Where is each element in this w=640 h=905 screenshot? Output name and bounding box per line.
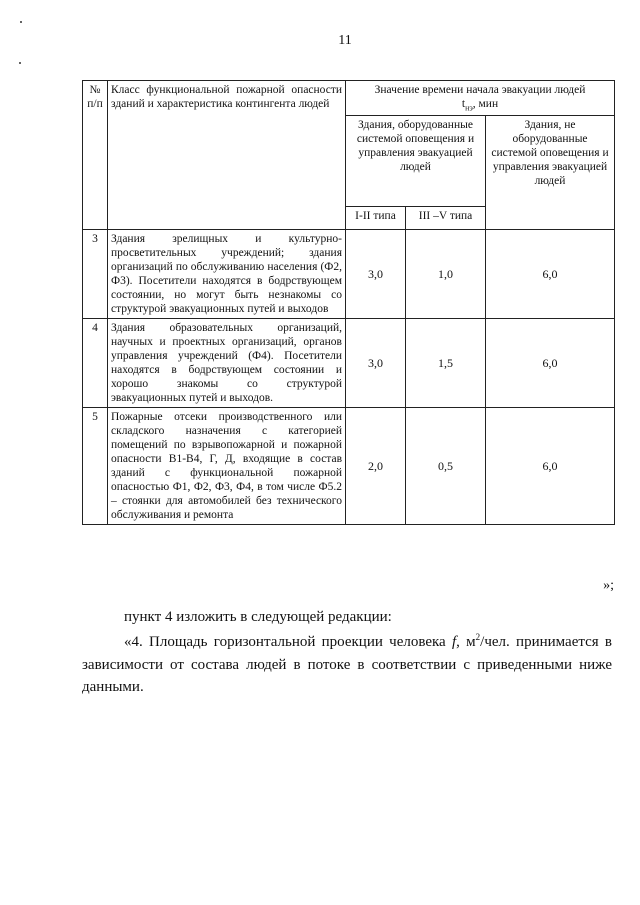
header-time-symbol: t [461,98,466,111]
row-time-no-system: 6,0 [486,319,615,408]
row-time-type-1-2: 3,0 [346,319,406,408]
header-time [346,81,615,116]
row-class-text: Пожарные отсеки производственного или складского назначения с категорией помещений по взрывопожарной и пожарной опасности В1-В4, Г, Д, входящие в состав зданий с функциональной пожарной опасностью Ф1, Ф2, Ф3, Ф4, в том числе Ф5.2 – стоянки для автомобилей без технического обслуживания и ремонта [108,408,346,525]
header-num: № п/п [83,81,108,230]
para-unit-power: 2 [475,632,481,642]
table-row [83,319,615,408]
row-class-text: Здания образовательных организаций, научных и проектных организаций, органов управления учреждений (Ф4). Посетители находятся в бодрствующем состоянии и хорошо знакомы со структурой эвакуационных путей и выходов. [108,319,346,408]
scan-dot [20,21,22,23]
header-without-system: Здания, не оборудованные системой оповещения и управления эвакуацией людей [486,116,615,230]
new-item-paragraph [82,631,612,699]
para-variable: f [451,634,457,650]
row-time-type-3-5: 1,5 [406,319,486,408]
scan-dot [19,62,21,64]
header-time-unit: , мин [472,98,499,111]
row-time-type-1-2: 3,0 [346,230,406,319]
row-time-type-3-5: 1,0 [406,230,486,319]
header-class: Класс функциональной пожарной опасности зданий и характеристика контингента людей [108,81,346,230]
row-class-text: Здания зрелищных и культурно-просветительных учреждений; здания организаций по обслуживанию населения (Ф2, Ф3). Посетители находятся в бодрствующем состоянии, но могут быть незнакомы со структурой эвакуационных путей и выходов [108,230,346,319]
row-time-no-system: 6,0 [486,230,615,319]
header-type-1-2: I-II типа [346,207,406,230]
para-unit: , м [456,634,476,650]
header-type-3-5: III –V типа [406,207,486,230]
header-time-subscript: нэ [465,103,473,113]
table-row [83,408,615,525]
row-time-type-1-2: 2,0 [346,408,406,525]
para-text-before: «4. Площадь горизонтальной проекции человека [124,634,452,650]
row-num: 4 [83,319,108,408]
page-number: 11 [338,33,352,48]
row-time-no-system: 6,0 [486,408,615,525]
row-num: 5 [83,408,108,525]
table-row [83,230,615,319]
row-time-type-3-5: 0,5 [406,408,486,525]
header-with-system: Здания, оборудованные системой оповещения и управления эвакуацией людей [346,116,486,207]
para-text-after: /чел. принимается в зависимости от состава людей в потоке в соответствии с приведенными ниже данными. [82,634,613,695]
row-num: 3 [83,230,108,319]
table-header-row [83,81,615,116]
header-time-label: Значение времени начала эвакуации людей [374,84,586,96]
evacuation-time-table [82,80,615,525]
amendment-paragraph: пункт 4 изложить в следующей редакции: [124,609,392,625]
closing-quote: »; [603,578,614,593]
